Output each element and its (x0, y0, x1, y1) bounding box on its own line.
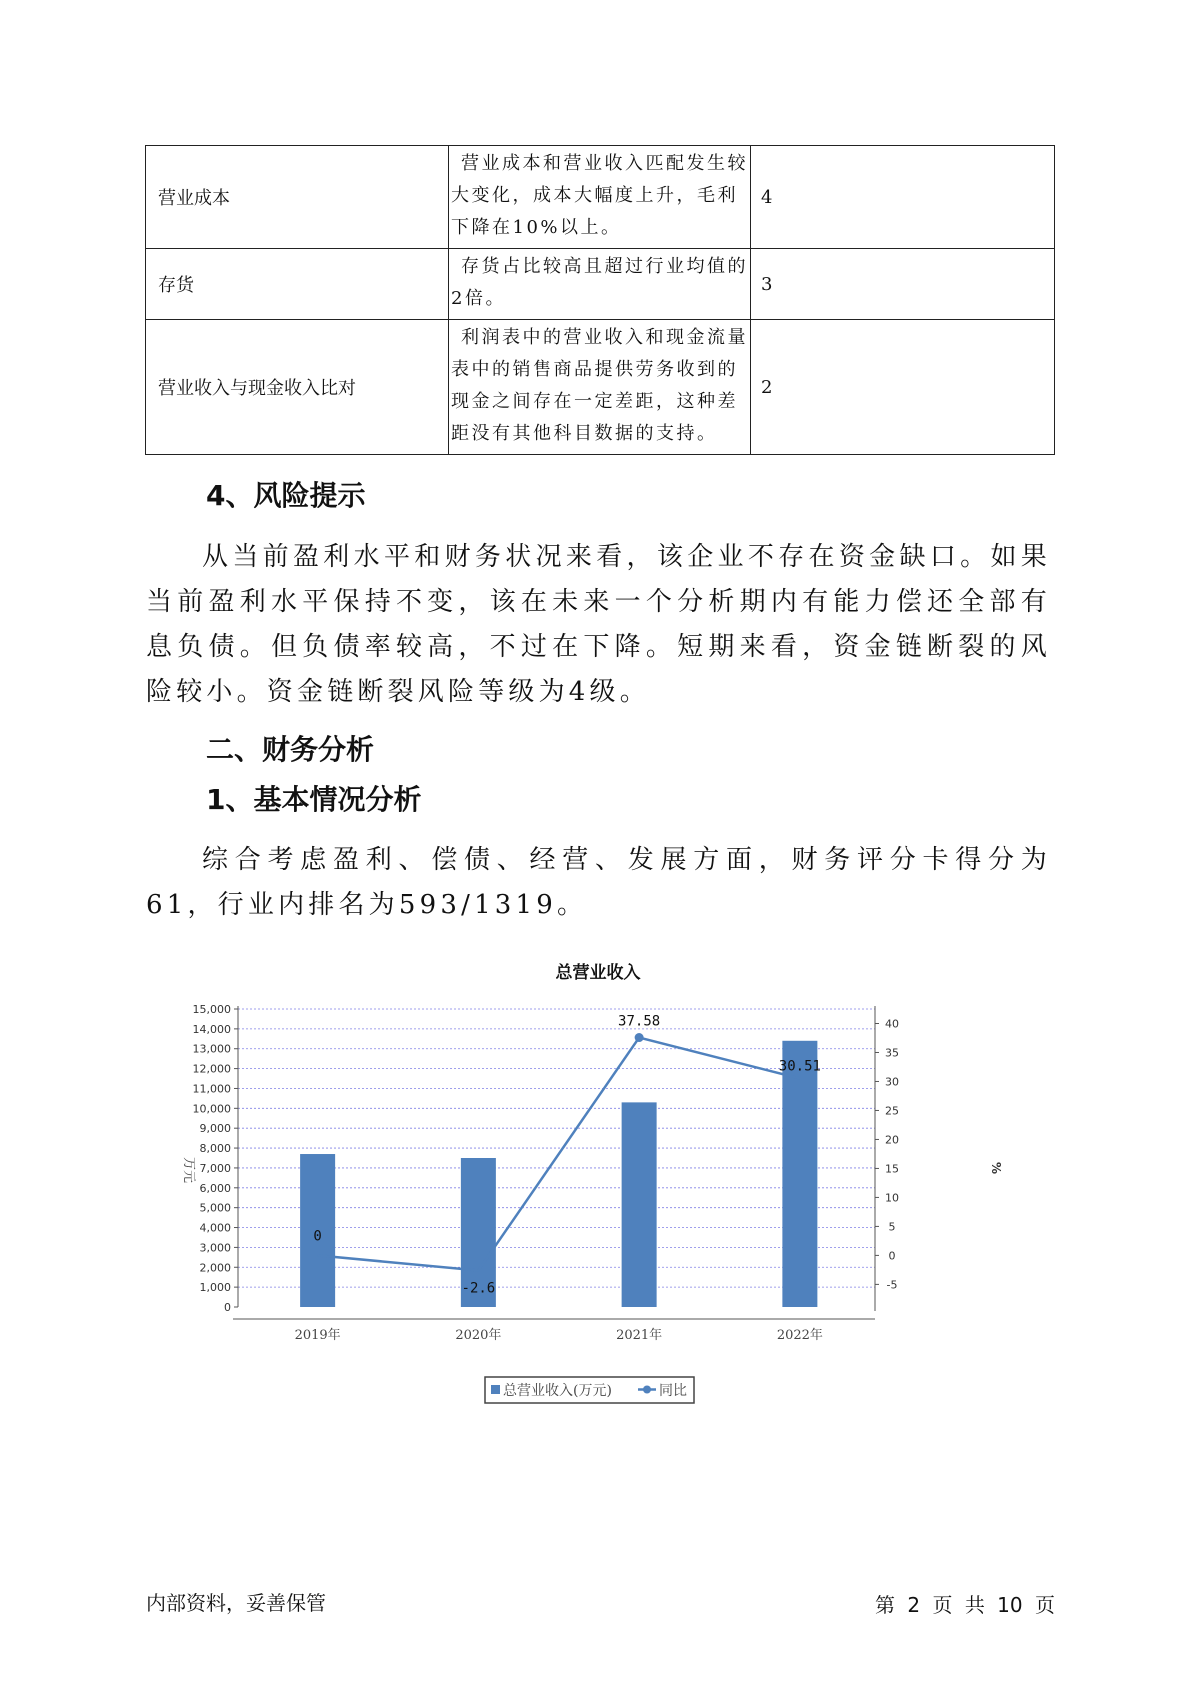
table-cell-item: 存货 (146, 249, 449, 320)
y-tick-label: 8,000 (199, 1142, 231, 1156)
y-right-tick-label: 5 (888, 1220, 896, 1234)
y-tick-label: 9,000 (199, 1122, 231, 1136)
revenue-chart (170, 955, 1030, 1415)
data-label: 0 (313, 1228, 322, 1245)
y-right-tick-label: 25 (885, 1104, 899, 1118)
yoy-line (318, 1038, 800, 1271)
y-right-tick-label: 15 (885, 1162, 899, 1176)
data-label: -2.6 (461, 1280, 496, 1297)
basic-analysis-paragraph: 综合考虑盈利、偿债、经营、发展方面，财务评分卡得分为61，行业内排名为593/1319。 (146, 845, 1051, 920)
y-tick-label: 1,000 (199, 1281, 231, 1295)
legend-bar-swatch (491, 1385, 500, 1394)
risk-heading: 4、风险提示 (206, 479, 366, 512)
chart-title: 总营业收入 (555, 963, 641, 983)
table-row (146, 249, 1055, 320)
y-tick-label: 7,000 (199, 1161, 231, 1175)
y-tick-label: 0 (224, 1301, 231, 1314)
data-label: 37.58 (618, 1013, 661, 1030)
y-tick-label: 5,000 (199, 1201, 231, 1215)
y-tick-label: 15,000 (192, 1003, 231, 1016)
y-right-tick-label: -5 (886, 1278, 898, 1292)
table-row (146, 320, 1055, 455)
table-cell-score: 3 (751, 249, 1055, 320)
y-tick-label: 11,000 (192, 1082, 231, 1096)
x-tick-label: 2019年 (294, 1328, 341, 1343)
data-label: 30.51 (778, 1058, 821, 1075)
y-right-tick-label: 10 (885, 1191, 899, 1205)
risk-paragraph: 从当前盈利水平和财务状况来看，该企业不存在资金缺口。如果当前盈利水平保持不变，该在未来一个分析期内有能力偿还全部有息负债。但负债率较高，不过在下降。短期来看，资金链断裂的风险较小。资金链断裂风险等级为4级。 (146, 542, 1051, 707)
x-tick-label: 2020年 (455, 1328, 502, 1343)
footer-note: 内部资料，妥善保管 (146, 1591, 326, 1615)
basic-analysis-heading: 1、基本情况分析 (206, 783, 422, 816)
table-cell-score: 4 (751, 146, 1055, 249)
page-number: 第 2 页 共 10 页 (875, 1593, 1055, 1617)
y-tick-label: 6,000 (199, 1181, 231, 1195)
legend-line-label: 同比 (659, 1383, 687, 1399)
x-tick-label: 2022年 (776, 1328, 823, 1343)
table-cell-item: 营业收入与现金收入比对 (146, 320, 449, 455)
y-tick-label: 3,000 (199, 1241, 231, 1255)
y-right-tick-label: 30 (885, 1075, 899, 1089)
legend-line-marker (643, 1386, 651, 1394)
table-cell-desc: 存货占比较高且超过行业均值的2倍。 (449, 249, 751, 320)
y-tick-label: 12,000 (192, 1062, 231, 1076)
y-tick-label: 10,000 (192, 1102, 231, 1116)
y-right-tick-label: 40 (885, 1017, 899, 1031)
table-cell-item: 营业成本 (146, 146, 449, 249)
yoy-marker (635, 1033, 644, 1042)
y-right-tick-label: 35 (885, 1046, 899, 1060)
table-cell-desc: 营业成本和营业收入匹配发生较大变化，成本大幅度上升，毛利下降在10%以上。 (449, 146, 751, 249)
table-cell-score: 2 (751, 320, 1055, 455)
y-right-tick-label: 20 (885, 1133, 899, 1147)
y-axis-right-label: % (989, 1161, 1003, 1175)
risk-table (145, 145, 1055, 455)
table-row (146, 146, 1055, 249)
bar (782, 1041, 817, 1307)
y-tick-label: 2,000 (199, 1261, 231, 1275)
y-tick-label: 4,000 (199, 1221, 231, 1235)
y-tick-label: 14,000 (192, 1022, 231, 1036)
legend-bar-label: 总营业收入(万元) (503, 1383, 612, 1399)
x-tick-label: 2021年 (616, 1328, 663, 1343)
chart-legend (485, 1377, 694, 1403)
bar (622, 1102, 657, 1307)
y-tick-label: 13,000 (192, 1042, 231, 1056)
y-axis-label: 万元 (181, 1156, 196, 1184)
y-right-tick-label: 0 (888, 1249, 896, 1263)
finance-heading: 二、财务分析 (206, 733, 375, 766)
table-cell-desc: 利润表中的营业收入和现金流量表中的销售商品提供劳务收到的现金之间存在一定差距，这种差距没有其他科目数据的支持。 (449, 320, 751, 455)
